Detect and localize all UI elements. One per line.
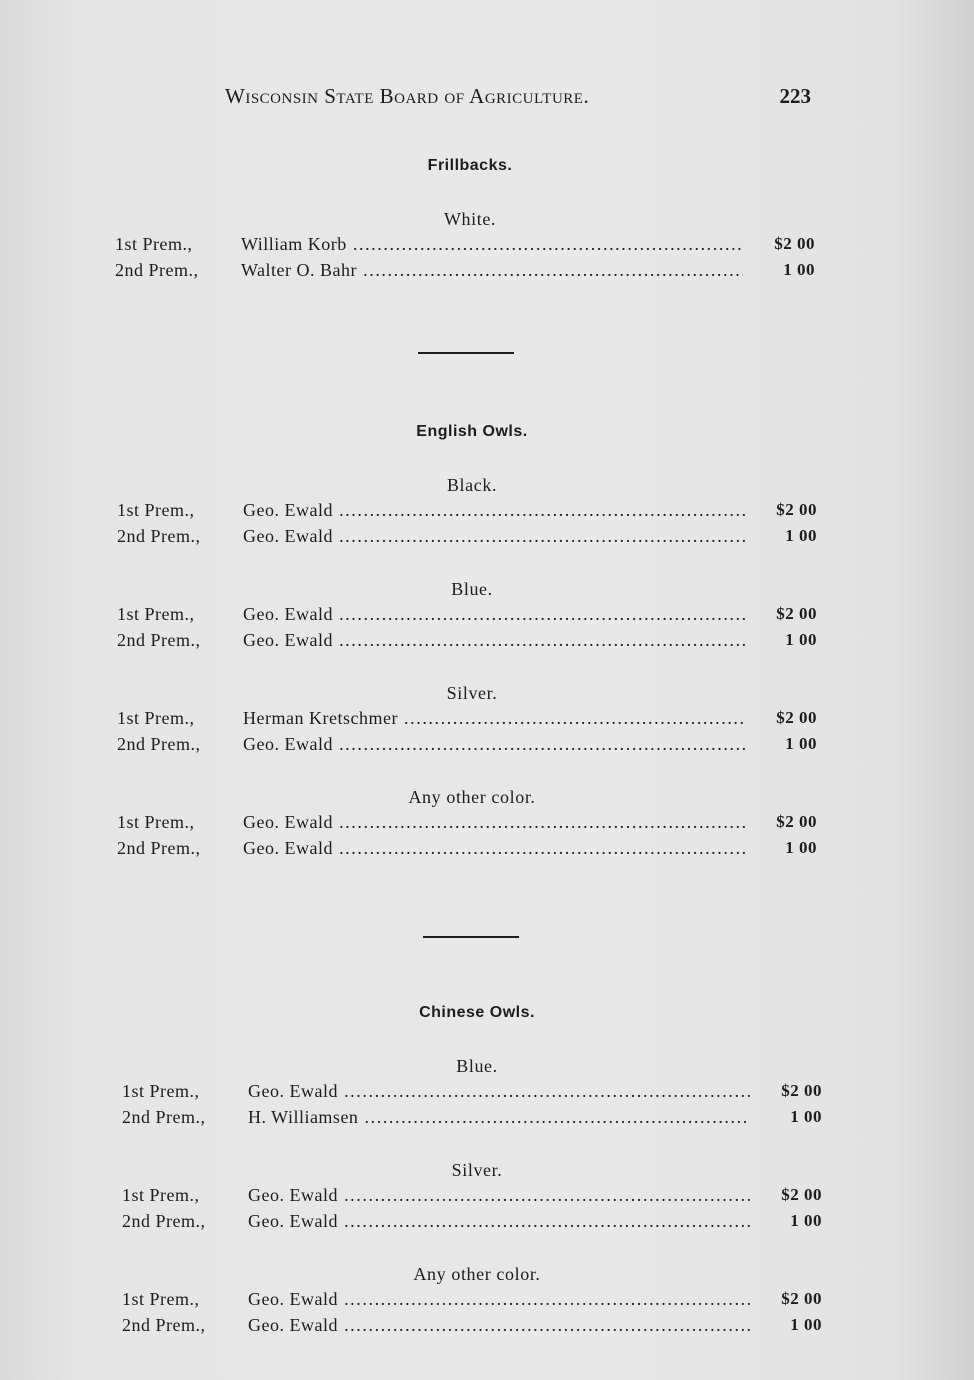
prize-winner: Geo. Ewald ..... (243, 627, 745, 653)
section-title: English Owls. (416, 423, 528, 440)
prize-winner: Herman Kretschmer ..... (243, 705, 745, 731)
prize-rank: 2nd Prem., (117, 838, 201, 858)
prize-amount: 1 00 (790, 1107, 822, 1126)
prize-amount: $2 00 (781, 1289, 822, 1308)
running-title: Wisconsin State Board of Agriculture. (225, 84, 590, 108)
prize-rank: 1st Prem., (117, 812, 195, 832)
section-divider (423, 936, 519, 938)
section-frillbacks (115, 155, 825, 283)
prize-winner: Geo. Ewald ..... (248, 1182, 750, 1208)
prize-row (117, 705, 827, 731)
prize-row (115, 231, 825, 257)
prize-winner: Geo. Ewald ..... (248, 1078, 750, 1104)
group-title: Any other color. (408, 787, 536, 807)
prize-row (122, 1312, 832, 1338)
prize-row (117, 627, 827, 653)
prize-row (117, 523, 827, 549)
prize-row (117, 835, 827, 861)
prize-row (115, 257, 825, 283)
prize-amount: $2 00 (776, 604, 817, 623)
prize-amount: 1 00 (790, 1211, 822, 1230)
prize-row (117, 731, 827, 757)
prize-rank: 1st Prem., (117, 708, 195, 728)
section-english-owls (117, 421, 827, 861)
prize-rank: 2nd Prem., (117, 526, 201, 546)
section-chinese-owls (122, 1002, 832, 1338)
prize-winner: Geo. Ewald ..... (243, 523, 745, 549)
prize-rank: 2nd Prem., (117, 630, 201, 650)
prize-row (122, 1104, 832, 1130)
section-divider (418, 352, 514, 354)
prize-amount: $2 00 (774, 234, 815, 253)
prize-amount: 1 00 (785, 630, 817, 649)
prize-row (117, 497, 827, 523)
prize-rank: 2nd Prem., (122, 1315, 206, 1335)
prize-winner: Geo. Ewald ..... (243, 601, 745, 627)
prize-row (117, 809, 827, 835)
prize-amount: 1 00 (785, 734, 817, 753)
section-title: Frillbacks. (427, 157, 513, 174)
prize-row (122, 1286, 832, 1312)
group-title: Silver. (446, 683, 498, 703)
prize-row (122, 1078, 832, 1104)
prize-amount: $2 00 (776, 708, 817, 727)
group-title: Blue. (451, 579, 493, 599)
prize-row (122, 1208, 832, 1234)
prize-winner: Geo. Ewald ..... (248, 1208, 750, 1234)
prize-rank: 1st Prem., (122, 1185, 200, 1205)
prize-rank: 1st Prem., (122, 1289, 200, 1309)
prize-rank: 2nd Prem., (115, 260, 199, 280)
prize-row (117, 601, 827, 627)
prize-winner: Geo. Ewald ..... (248, 1286, 750, 1312)
section-title: Chinese Owls. (419, 1004, 535, 1021)
prize-winner: Geo. Ewald ..... (243, 835, 745, 861)
prize-rank: 2nd Prem., (117, 734, 201, 754)
prize-winner: Geo. Ewald ..... (243, 731, 745, 757)
prize-amount: 1 00 (790, 1315, 822, 1334)
prize-rank: 2nd Prem., (122, 1211, 206, 1231)
prize-rank: 1st Prem., (117, 500, 195, 520)
prize-row (122, 1182, 832, 1208)
group-title: Black. (446, 475, 498, 495)
prize-winner: William Korb ..... (241, 231, 743, 257)
prize-rank: 2nd Prem., (122, 1107, 206, 1127)
prize-rank: 1st Prem., (115, 234, 193, 254)
prize-amount: $2 00 (781, 1081, 822, 1100)
prize-winner: H. Williamsen ..... (248, 1104, 750, 1130)
prize-winner: Walter O. Bahr ..... (241, 257, 743, 283)
page-number: 223 (779, 84, 811, 108)
group-title: Silver. (451, 1160, 503, 1180)
prize-winner: Geo. Ewald ..... (243, 809, 745, 835)
prize-amount: $2 00 (776, 500, 817, 519)
prize-amount: $2 00 (776, 812, 817, 831)
group-title: Any other color. (413, 1264, 541, 1284)
prize-rank: 1st Prem., (117, 604, 195, 624)
prize-amount: $2 00 (781, 1185, 822, 1204)
group-title: White. (443, 209, 497, 229)
prize-amount: 1 00 (783, 260, 815, 279)
prize-rank: 1st Prem., (122, 1081, 200, 1101)
prize-winner: Geo. Ewald ..... (248, 1312, 750, 1338)
group-title: Blue. (456, 1056, 498, 1076)
page-header (225, 84, 815, 114)
prize-winner: Geo. Ewald ..... (243, 497, 745, 523)
prize-amount: 1 00 (785, 838, 817, 857)
prize-amount: 1 00 (785, 526, 817, 545)
